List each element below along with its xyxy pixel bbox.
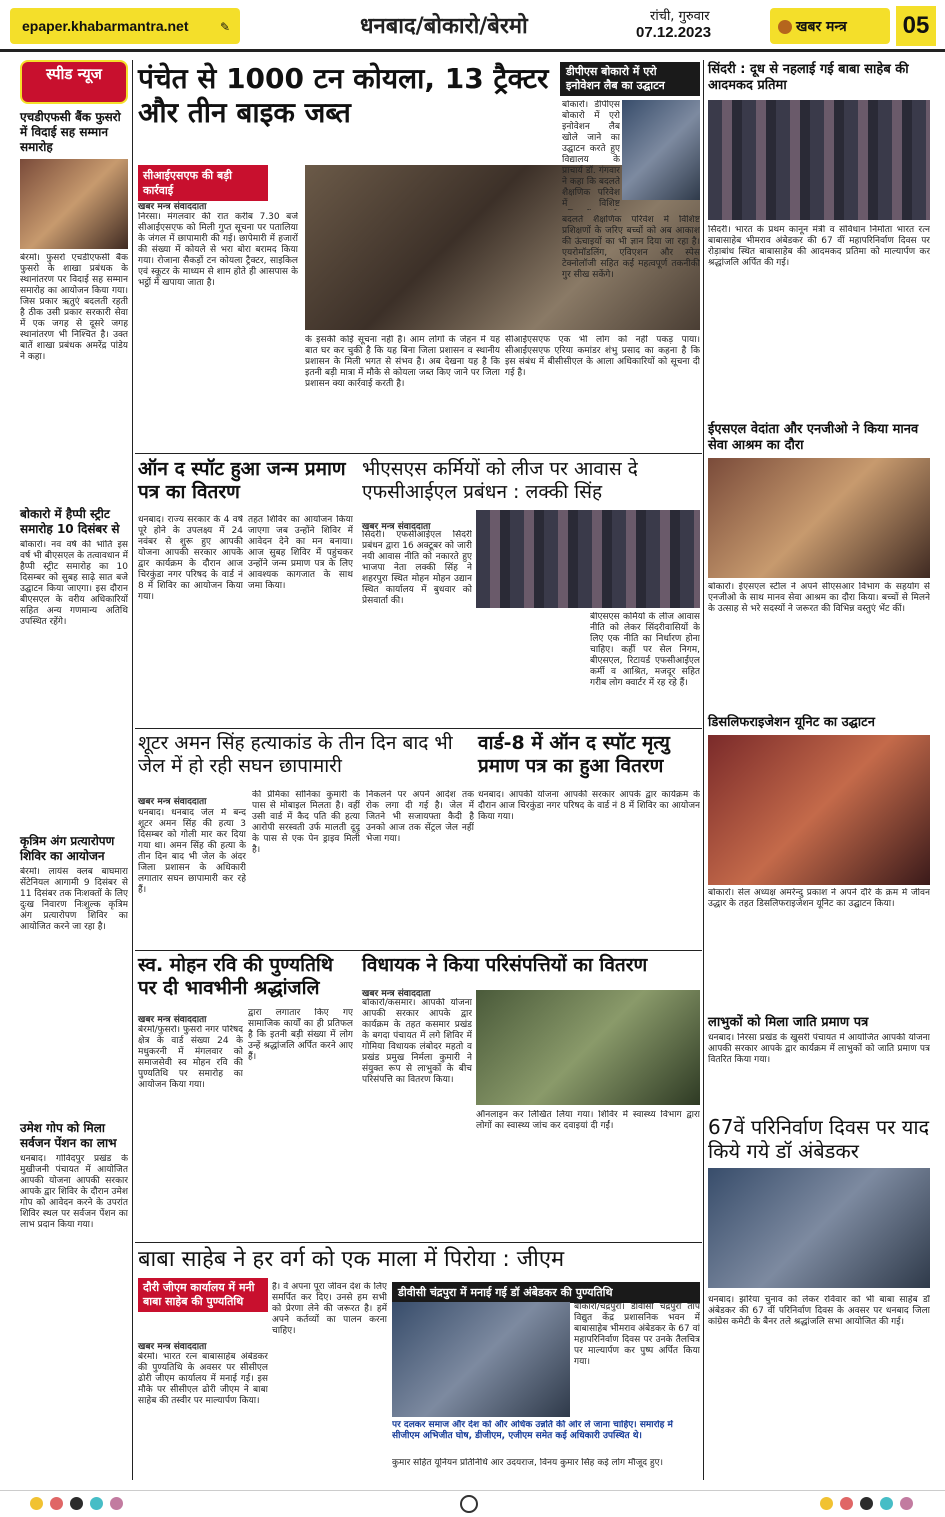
speed-news-column	[20, 60, 128, 1480]
speed-news-logo: स्पीड न्यूज	[20, 60, 128, 104]
registration-dot-icon	[70, 1497, 83, 1510]
bsl-body: सिंदरी। एफसीआईएल सिंदरी प्रबंधन द्वारा 16 अक्टूबर को जारी नयी आवास नीति को नकारते हुए भाजपा नेता लक्की सिंह ने शहरपुरा स्थित मोहन मोहन उद्यान स्थित कार्यालय में बुधवार को प्रेसवार्ता की।	[362, 530, 472, 606]
story-title[interactable]: बोकारो में हैप्पी स्ट्रीट समारोह 10 दिसंबर से	[20, 507, 120, 536]
registration-dot-icon	[820, 1497, 833, 1510]
issue-date: 07.12.2023	[636, 24, 712, 41]
desulph-photo	[708, 735, 930, 885]
onspot-body: धनबाद। राज्य सरकार के 4 वर्ष पूरे होने के उपलक्ष्य में 24 नवंबर से शुरू हुए आपकी योजना आपकी सरकार आपके द्वार कार्यक्रम के दौरान आज चिरकुंडा नगर परिषद के वार्ड नं 8 में शिविर का आयोजन किया गया।	[138, 515, 243, 602]
esl-photo	[708, 458, 930, 578]
dps-headline[interactable]: डीपीएस बोकारो में एरो इनोवेशन लैब का उद्घाटन	[560, 62, 700, 96]
gm-body: है। वे अपना पूरा जीवन देश के लिए समर्पित कर दिए। उनसे हम सभी को प्रेरणा लेने की जरूरत है। हमें अपने कर्तव्यों का पालन करना चाहिए।	[272, 1282, 387, 1336]
story-title[interactable]: उमेश गोप को मिला सर्वजन पेंशन का लाभ	[20, 1121, 117, 1150]
caste-cert-body: धनबाद। निरसा प्रखंड के खुसरी पंचायत में आयोजित आपकी योजना आपकी सरकार आपके द्वार कार्यक्रम में लाभुकों को जाति प्रमाण पत्र वितरित किया गया।	[708, 1033, 930, 1065]
mohan-body: बेरमो/फुसरो। फुसरो नगर परिषद क्षेत्र के वार्ड संख्या 24 के मधुकरनी में मंगलवार को समाजसेवी स्व मोहन रवि की पुण्यतिथि पर समारोह का आयोजन किया गया।	[138, 1025, 243, 1090]
registration-dot-icon	[860, 1497, 873, 1510]
onspot-body: तहत शिविर का आयोजन किया जाएगा जब उन्होंने शिविर में आवेदन देने का मन बनाया। आज सुबह शिविर में पहुंचकर उन्होंने जन्म प्रमाण पत्र के लिए आवश्यक कागजात के साथ जमा किया।	[248, 515, 353, 591]
bsl-photo	[476, 510, 700, 608]
shooter-body: की प्रेमिका सोनिका कुमारी के पास से मोबाइल मिलता है। वहीं उसी वार्ड में कैद पति की हत्या आरोपी सरस्वती उर्फ मालती दूदू के पास से एक पेन ड्राइव मिली है।	[252, 790, 360, 855]
registration-dot-icon	[840, 1497, 853, 1510]
shooter-body: धनबाद। धनबाद जेल में बन्द शूटर अमन सिंह की हत्या 3 दिसम्बर को गोली मार कर दिया गया था। अमन सिंह की हत्या के तीन दिन बाद भी जेल के अंदर जिला प्रशासन के अधिकारी लगातार सघन छापामारी कर रहे हैं।	[138, 808, 246, 895]
pointer-icon: ✎	[220, 20, 231, 34]
shooter-byline: खबर मन्त्र संवाददाता	[138, 797, 207, 807]
ward8-body: धनबाद। आपकी योजना आपकी सरकार आपके द्वार कार्यक्रम के दौरान आज चिरकुंडा नगर परिषद के वार्ड नं 8 में शिविर का आयोजन किया गया।	[478, 790, 700, 822]
lead-body: सीआईएसएफ एक भी लोग को नहीं पकड़ पाया। सीआईएसएफ एरिया कमांडर शंभु प्रसाद का कहना है कि इस संबंध में बीसीसीएल के आला अधिकारियों को सूचना दी गई है।	[505, 335, 700, 378]
brand-name: खबर मन्त्र	[796, 19, 847, 35]
bsl-byline: खबर मन्त्र संवाददाता	[362, 522, 431, 532]
column-divider	[703, 60, 704, 1480]
shooter-body: निकलने पर अपने आदेश तक रोक लगा दी गई है। जेल में जितने भी सजायफ्ता कैदी है उनको आज तक सेंट्रल जेल नहीं भेजा गया।	[366, 790, 474, 844]
ambedkar-headline[interactable]: सिंदरी : दूध से नहलाई गई बाबा साहेब की आदमकद प्रतिमा	[708, 62, 909, 93]
mohan-byline: खबर मन्त्र संवाददाता	[138, 1015, 207, 1025]
gm-byline: खबर मन्त्र संवाददाता	[138, 1342, 207, 1352]
dps-body: बदलते शैक्षणिक परिवेश में विशिष्ट प्रशिक्षणों के जरिए बच्चों को अब आकाश की ऊंचाइयों का भी ज्ञान दिया जा रहा है। एयरोमॉडलिंग, एविएशन और स्पेस टेक्नोलॉजी सहित कई महत्वपूर्ण तकनीकी गुर सीख सकेंगे।	[562, 215, 700, 280]
brand-logo	[770, 8, 890, 44]
mla-headline[interactable]: विधायक ने किया परिसंपत्तियों का वितरण	[362, 954, 648, 976]
dvc-photo	[392, 1302, 570, 1417]
dvc-headline[interactable]: डीवीसी चंद्रपुरा में मनाई गई डॉ अंबेडकर की पुण्यतिथि	[392, 1282, 700, 1303]
column-divider	[132, 60, 133, 1480]
mohan-headline[interactable]: स्व. मोहन रवि की पुण्यतिथि पर दी भावभीनी श्रद्धांजलि	[138, 954, 333, 999]
row-divider	[135, 453, 702, 454]
brand-icon	[778, 20, 792, 34]
dvc-caption: पर दलकर समाज और देश को और अधिक उन्नति की ओर ले जाना चाहिए। समारोह में सीजीएम अभिजीत घोष, डीजीएम, एजीएम समेत कई अधिकारी उपस्थित थे।	[392, 1420, 673, 1441]
gm-body: बेरमो। भारत रत्न बाबासाहेब अंबेडकर की पुण्यतिथि के अवसर पर सीसीएल ढोरी जीएम कार्यालय में मनाई गई। इस मौके पर सीसीएल ढोरी जीएम ने बाबा साहेब की तस्वीर पर माल्यार्पण किया।	[138, 1352, 268, 1406]
row-divider	[135, 950, 702, 951]
site-url[interactable]: epaper.khabarmantra.net	[10, 8, 240, 44]
desulph-headline[interactable]: डिसलिफराइजेशन यूनिट का उद्घाटन	[708, 715, 875, 730]
story-body: बेरमो। फुसरो एचडीएफसी बैंक फुसरो के शाखा प्रबंधक के स्थानांतरण पर विदाई सह सम्मान समारोह का आयोजन किया गया। जिस प्रकार ऋतुएं बदलती रहती है ठीक उसी प्रकार सरकारी सेवा में एक जगह से दूसरे जगह स्थानांतरण भी निश्चित है। उक्त बातें शाखा प्रबंधक अमरेंद्र पांडेय ने कहा।	[20, 253, 128, 362]
gm-headline[interactable]: बाबा साहेब ने हर वर्ग को एक माला में पिरोया : जीएम	[138, 1247, 565, 1272]
parinirvan-headline[interactable]: 67वें परिनिर्वाण दिवस पर याद किये गये डॉ अंबेडकर	[708, 1115, 930, 1163]
mla-photo	[476, 990, 700, 1105]
registration-dot-icon	[90, 1497, 103, 1510]
bsl-body: बीएसएस कर्मियों के लीज आवास नीति को लेकर सिंदरीवासियों के लिए एक नीति का निर्धारण होना चाहिए। कहीं पर सेल निगम, बीएसएल, रिटायर्ड एफसीआईएल कर्मी व आश्रित, मजदूर सहित गरीब लोग क्वार्टर में रह रहे हैं।	[590, 612, 700, 688]
story-title[interactable]: एचडीएफसी बैंक फुसरो में विदाई सह सम्मान समारोह	[20, 110, 121, 154]
registration-crosshair-icon	[460, 1495, 478, 1513]
lead-story	[138, 62, 558, 130]
shooter-headline[interactable]: शूटर अमन सिंह हत्याकांड के तीन दिन बाद भी जेल में हो रही सघन छापामारी	[138, 732, 453, 777]
bsl-headline[interactable]: भीएसएस कर्मियों को लीज पर आवास दे एफसीआईएल प्रबंधन : लक्की सिंह	[362, 458, 638, 503]
registration-dot-icon	[900, 1497, 913, 1510]
gm-subhead: दौरी जीएम कार्यालय में मनी बाबा साहेब की पुण्यतिथि	[138, 1278, 268, 1312]
lead-body: के इसकी कोई सूचना नहीं है। आम लोगों के जेहन में यह बात घर कर चुकी है कि यह बिना जिला प्रशासन व स्थानीय प्रशासन के मिली भगत से संभव है। अब देखना यह है कि इतनी बड़ी मात्रा में मौके से कोयला जब्त किए जाने पर जिला प्रशासन क्या कार्रवाई करती है।	[305, 335, 500, 389]
dvc-body: कुमार सहित यूनियन प्रतिनिधि आर उदयराज, विनय कुमार सिंह कई लोग मौजूद हुए।	[392, 1458, 664, 1468]
story-body: धनबाद। गोविंदपुर प्रखंड के मुखीजनी पंचायत में आयोजित आपकी योजना आपकी सरकार आपके द्वार शिविर के दौरान उमेश गोप को आवेदन करने के उपरांत शिविर स्थल पर सर्वजन पेंशन का लाभ प्रदान किया गया।	[20, 1154, 128, 1230]
lead-body: निरसा। मंगलवार की रात करीब 7.30 बजे सीआईएसएफ को मिली गुप्त सूचना पर पतालिया के जंगल में छापामारी की गई। छापेमारी में हजारों की संख्या में कोयले से भरा बोरा बरामद किया गया। रोजाना सैकड़ों टन कोयला ट्रैक्टर, साइकिल एवं स्कूटर के माध्यम से शाम होते ही आसपास के भट्ठों में खपाया जाता है।	[138, 212, 298, 288]
ambedkar-photo	[708, 100, 930, 220]
registration-dot-icon	[880, 1497, 893, 1510]
mla-byline: खबर मन्त्र संवाददाता	[362, 989, 431, 999]
parinirvan-photo	[708, 1168, 930, 1288]
dps-body: बोकारो। डीपीएस बोकारो में एरो इनोवेशन लैब खोले जाने का उद्घाटन करते हुए विद्यालय के प्राचार्य डॉ. गंगवार ने कहा कि बदलते शैक्षणिक परिवेश में विशिष्ट	[562, 100, 620, 209]
registration-dot-icon	[30, 1497, 43, 1510]
mla-body: बोकारो/कसमार। आपकी योजना आपकी सरकार आपके द्वार कार्यक्रम के तहत कसमार प्रखंड के बगदा पंचायत में लगे शिविर में गोमिया विधायक लंबोदर महतो व प्रखंड प्रमुख निर्मला कुमारी ने संयुक्त रूप से लाभुकों के बीच परिसंपत्ति का वितरण किया।	[362, 998, 472, 1085]
story-photo	[20, 159, 128, 249]
registration-dot-icon	[50, 1497, 63, 1510]
page-header	[0, 0, 945, 52]
row-divider	[135, 1242, 702, 1243]
ward8-headline[interactable]: वार्ड-8 में ऑन द स्पॉट मृत्यु प्रमाण पत्र का हुआ वितरण	[478, 732, 670, 777]
lead-byline: खबर मन्त्र संवाददाता	[138, 202, 207, 212]
parinirvan-body: धनबाद। झरिया चुनाव को लेकर रविवार को भी बाबा साहेब डॉ अंबेडकर की 67 वीं परिनिर्वाण दिवस के अवसर पर धनबाद जिला कांग्रेस कमेटी के बैनर तले श्रद्धांजलि सभा आयोजित की गई।	[708, 1295, 930, 1327]
dps-photo	[622, 100, 700, 200]
dvc-body: बोकारो/चंद्रपुरा। डीवीसी चंद्रपुरा ताप विद्युत केंद्र प्रशासनिक भवन में बाबासाहेब भीमराव अंबेडकर के 67 वां महापरिनिर्वाण दिवस पर उनके तैलचित्र पर माल्यार्पण कर पुष्प अर्पित किया गया।	[574, 1302, 700, 1367]
section-title: धनबाद/बोकारो/बेरमो	[360, 14, 528, 39]
esl-body: बोकारो। ईएसएल स्टील ने अपने सीएसआर विभाग के सहयोग से एनजीओ के साथ मानव सेवा आश्रम का दौरा किया। बच्चों से मिलने के उत्साह से भरे सदस्यों ने जरूरत की विभिन्न वस्तुएं भेंट कीं।	[708, 582, 930, 614]
story-title[interactable]: कृत्रिम अंग प्रत्यारोपण शिविर का आयोजन	[20, 834, 115, 863]
lead-headline[interactable]: पंचेत से 1000 टन कोयला, 13 ट्रैक्टर और तीन बाइक जब्त	[138, 62, 549, 129]
ambedkar-body: सिंदरी। भारत के प्रथम कानून मंत्री व संविधान निर्माता भारत रत्न बाबासाहेब भीमराव अंबेडकर की 67 वीं महापरिनिर्वाण दिवस पर रोड़ाबांध स्थित बाबासाहेब की आदमकद प्रतिमा को माल्यार्पण कर श्रद्धांजलि अर्पित की गई।	[708, 225, 930, 268]
onspot-headline[interactable]: ऑन द स्पॉट हुआ जन्म प्रमाण पत्र का वितरण	[138, 458, 346, 503]
story-body: बेरमो। लायंस क्लब बाघमारा सेंटेनियल आगामी 9 दिसंबर से 11 दिसंबर तक निःशक्तों के लिए दुःख निवारण निःशुल्क कृत्रिम अंग प्रत्यारोपण शिविर का आयोजित करने जा रहा है।	[20, 867, 128, 932]
desulph-body: बोकारो। सेल अध्यक्ष अमरेन्दु प्रकाश ने अपने दौरे के क्रम में जीवन उद्धार के तहत डिसलिफराइजेशन यूनिट का उद्घाटन किया।	[708, 888, 930, 909]
row-divider	[135, 728, 702, 729]
city-day: रांची, गुरुवार	[650, 9, 710, 24]
mla-body: ऑनलाइन कर लिखित लिया गया। शिविर में स्वास्थ्य विभाग द्वारा लोगों का स्वास्थ्य जांच कर दवाइयां दी गईं।	[476, 1110, 700, 1131]
esl-headline[interactable]: ईएसएल वेदांता और एनजीओ ने किया मानव सेवा आश्रम का दौरा	[708, 422, 919, 453]
lead-tag: सीआईएसएफ की बड़ी कार्रवाई	[138, 165, 268, 201]
story-body: बोकारो। नव वर्ष की भांति इस वर्ष भी बीएसएल के तत्वावधान में हैप्पी स्ट्रीट समारोह का 10 दिसम्बर को सुबह साढ़े सात बजे उद्घाटन किया जाएगा। इस दौरान बीएसएल के वरीय अधिकारियों सहित अन्य गणमान्य अतिथि उपस्थित रहेंगे।	[20, 540, 128, 627]
caste-cert-headline[interactable]: लाभुकों को मिला जाति प्रमाण पत्र	[708, 1015, 869, 1030]
registration-dot-icon	[110, 1497, 123, 1510]
page-number: 05	[896, 6, 936, 46]
mohan-body: द्वारा लगातार किए गए सामाजिक कार्यों का ही प्रतिफल है कि इतनी बड़ी संख्या में लोग उन्हें श्रद्धांजलि अर्पित करने आए हैं।	[248, 1008, 353, 1062]
